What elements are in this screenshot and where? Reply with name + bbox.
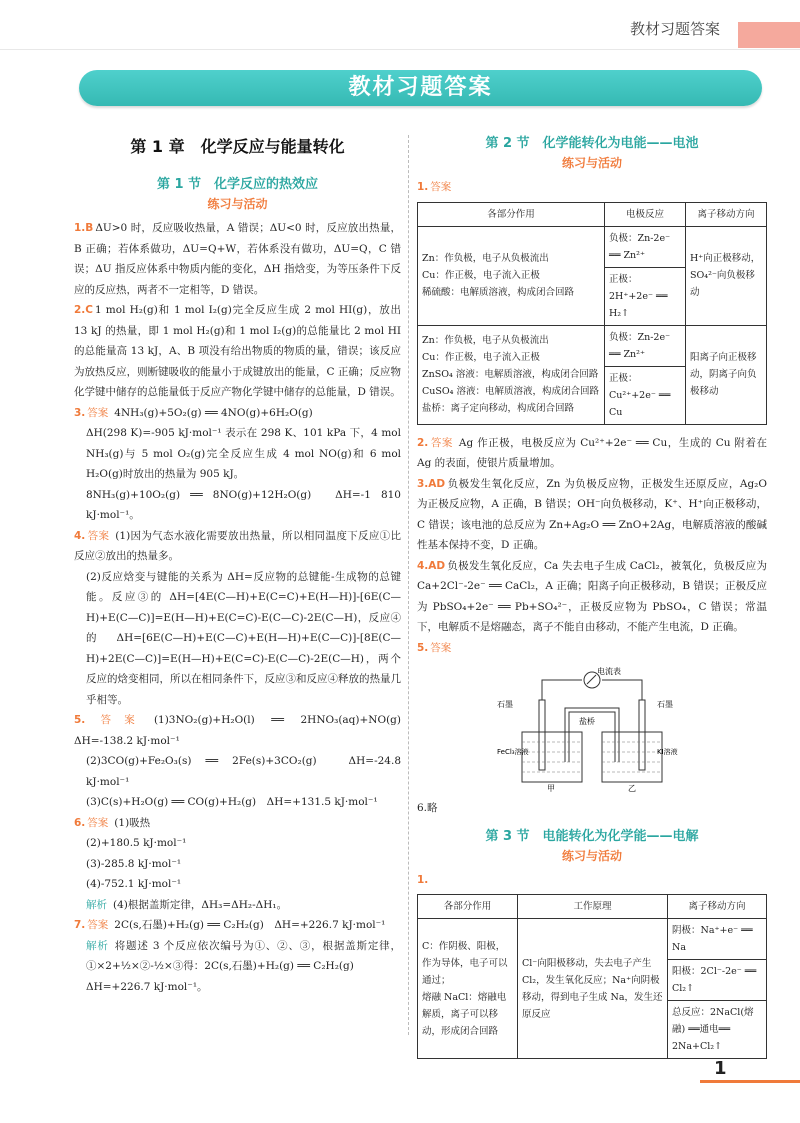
answer-6 bbox=[74, 813, 401, 834]
answer-6b: (2)+180.5 kJ·mol⁻¹ bbox=[86, 837, 187, 849]
table-cell: 阴极：Na⁺+e⁻ ══ Na bbox=[668, 919, 767, 960]
answer-text: Ag 作正极，电极反应为 Cu²⁺+2e⁻ ══ Cu，生成的 Cu 附着在 Ag 的表面，使银片质量增加。 bbox=[417, 436, 767, 469]
table-cell: 阳极：2Cl⁻-2e⁻ ══ Cl₂↑ bbox=[668, 960, 767, 1001]
section-1-subtitle: 练习与活动 bbox=[207, 197, 268, 211]
answer-text: 1 mol H₂(g)和 1 mol I₂(g)完全反应生成 2 mol HI(g)，放出 13 kJ 的热量，即 1 mol H₂(g)和 1 mol I₂(g)的总能量比 2 mol HI 的总能量高 13 kJ，A、B 项没有给出物质的物质的量，错误；该反应为放热反应，则断键吸收的能量小于成键放出的能量，C 正确；反应物化学键中储存的总能量低于反应产物化学键中储存的总能量，D 错误。 bbox=[74, 304, 401, 398]
section-3-title: 第 3 节 电能转化为化学能——电解 bbox=[485, 828, 699, 844]
answer-r5 bbox=[417, 638, 767, 659]
ammeter-label: 电流表 bbox=[597, 667, 621, 676]
header-tab-decoration bbox=[738, 22, 800, 48]
chapter-title: 第 1 章 化学反应与能量转化 bbox=[130, 137, 345, 156]
graphite-label-left: 石墨 bbox=[497, 700, 513, 709]
table-cell: 负极：Zn-2e⁻ ══ Zn²⁺ bbox=[605, 226, 686, 267]
answer-4 bbox=[74, 526, 401, 567]
answer-r2 bbox=[417, 433, 767, 474]
answer-5 bbox=[74, 710, 412, 751]
left-column bbox=[74, 130, 412, 997]
answer-label: 答案 bbox=[87, 919, 109, 931]
answer-text: 负极发生氧化反应，Ca 失去电子生成 CaCl₂，被氧化，负极反应为 Ca+2Cl⁻-2e⁻ ══ CaCl₂，A 正确；阳离子向正极移动，B 错误；正极反应为 PbSO₄+2e⁻ ══ Pb+SO₄²⁻，正极反应物为 PbSO₄，C 错误；常温下，电解质不是熔融态，离子不能自由移动，不能产生电流，D 正确。 bbox=[417, 559, 767, 633]
section-1-title: 第 1 节 化学反应的热效应 bbox=[156, 177, 319, 192]
answer-text: 2C(s,石墨)+H₂(g) ══ C₂H₂(g) ΔH=+226.7 kJ·mol⁻¹ bbox=[114, 919, 386, 931]
q-number: 6. bbox=[74, 816, 86, 829]
table-header-cell: 离子移动方向 bbox=[686, 202, 767, 226]
q-number: 4.AD bbox=[417, 559, 446, 572]
graphite-label-right: 石墨 bbox=[657, 700, 673, 709]
answer-text: (1)因为气态水液化需要放出热量，所以相同温度下反应①比反应②放出的热量多。 bbox=[74, 529, 401, 562]
top-bar bbox=[0, 0, 800, 50]
q-number: 5. bbox=[74, 714, 86, 726]
table-cell: H⁺向正极移动，SO₄²⁻向负极移动 bbox=[686, 226, 767, 325]
q-number: 1.B bbox=[74, 222, 94, 234]
answer-3 bbox=[74, 403, 401, 424]
salt-bridge-label: 盐桥 bbox=[579, 717, 595, 726]
table-cell: Zn：作负极，电子从负极流出 Cu：作正极，电子流入正极 ZnSO₄ 溶液：电解质溶液，构成闭合回路 CuSO₄ 溶液：电解质溶液，构成闭合回路 盐桥：离子定向移动，构成闭合回路 bbox=[418, 325, 605, 424]
right-column bbox=[417, 130, 767, 1067]
table-cell: 正极：Cu²⁺+2e⁻ ══ Cu bbox=[605, 366, 686, 424]
answer-text: ΔU>0 时，反应吸收热量，A 错误；ΔU<0 时，反应放出热量，B 正确；若体系做功，ΔU=Q+W，若体系没有做功，ΔU=Q，C 错误；ΔU 指反应体系中物质内能的变化，ΔH 指焓变，为等压条件下反应的反应热，两者不一定相等，D 错误。 bbox=[74, 222, 401, 296]
q-number: 2.C bbox=[74, 304, 94, 316]
table-header-cell: 离子移动方向 bbox=[668, 895, 767, 919]
q-number: 1. bbox=[417, 873, 429, 886]
table-cell: C：作阴极、阳极，作为导体，电子可以通过； 熔融 NaCl：熔融电解质，离子可以移动，形成闭合回路 bbox=[418, 919, 518, 1059]
banner-title: 教材习题答案 bbox=[348, 75, 493, 100]
cell-svg bbox=[497, 662, 687, 792]
table-row bbox=[418, 325, 767, 366]
analysis-7 bbox=[74, 936, 401, 977]
answer-5b: (2)3CO(g)+Fe₂O₃(s) ══ 2Fe(s)+3CO₂(g) ΔH=-24.8 kJ·mol⁻¹ bbox=[86, 755, 401, 788]
section-3-subtitle: 练习与活动 bbox=[561, 848, 622, 863]
section-2-subtitle: 练习与活动 bbox=[561, 156, 622, 170]
analysis-7c: ΔH=+226.7 kJ·mol⁻¹。 bbox=[86, 980, 208, 993]
title-banner bbox=[79, 70, 762, 106]
answer-r3 bbox=[417, 474, 767, 556]
analysis-6 bbox=[74, 895, 401, 916]
answer-r6: 6.略 bbox=[417, 802, 438, 814]
answer-1 bbox=[74, 218, 401, 300]
table-cell: 总反应：2NaCl(熔融) ══通电══ 2Na+Cl₂↑ bbox=[668, 1001, 767, 1059]
table-cell: 负极：Zn-2e⁻ ══ Zn²⁺ bbox=[605, 325, 686, 366]
answer-r1 bbox=[417, 177, 767, 198]
answer-label: 答案 bbox=[87, 816, 109, 829]
graphite-electrode-left bbox=[539, 700, 545, 770]
beaker-left bbox=[522, 732, 582, 782]
table-cell: 正极：2H⁺+2e⁻ ══ H₂↑ bbox=[605, 267, 686, 325]
q-number: 1. bbox=[417, 181, 429, 193]
answer-s3-1 bbox=[417, 870, 767, 891]
answer-label: 答案 bbox=[430, 181, 452, 193]
battery-table bbox=[417, 202, 767, 425]
answer-6c: (3)-285.8 kJ·mol⁻¹ bbox=[86, 857, 182, 870]
answer-5c: (3)C(s)+H₂O(g) ══ CO(g)+H₂(g) ΔH=+131.5 kJ·mol⁻¹ bbox=[86, 796, 378, 808]
section-2-title: 第 2 节 化学能转化为电能——电池 bbox=[485, 136, 699, 151]
q-number: 5. bbox=[417, 641, 429, 654]
column-divider bbox=[408, 135, 409, 1035]
table-row bbox=[418, 226, 767, 267]
header-rule bbox=[0, 49, 800, 50]
answer-text: (1)3NO₂(g)+H₂O(l) ══ 2HNO₃(aq)+NO(g) ΔH=-138.2 kJ·mol⁻¹ bbox=[74, 714, 412, 747]
answer-6d: (4)-752.1 kJ·mol⁻¹ bbox=[86, 878, 182, 890]
q-number: 3.AD bbox=[417, 477, 446, 490]
analysis-text: (4)根据盖斯定律，ΔH₃=ΔH₂-ΔH₁。 bbox=[113, 898, 288, 911]
beaker-right bbox=[602, 732, 662, 782]
page-number-underline bbox=[700, 1080, 800, 1083]
table-header-cell: 各部分作用 bbox=[418, 895, 518, 919]
answer-label: 答案 bbox=[87, 529, 110, 542]
analysis-text: 将题述 3 个反应依次编号为①、②、③，根据盖斯定律，①×2+½×②-½×③得：2C(s,石墨)+H₂(g) ══ C₂H₂(g) bbox=[86, 939, 402, 972]
fecl3-label: FeCl₃溶液 bbox=[497, 748, 529, 756]
galvanic-cell-diagram bbox=[497, 662, 687, 792]
answer-2 bbox=[74, 300, 401, 403]
table-header-row bbox=[418, 202, 767, 226]
beaker-label-jia: 甲 bbox=[547, 784, 555, 792]
table-cell: Zn：作负极，电子从负极流出 Cu：作正极，电子流入正极 稀硫酸：电解质溶液，构成闭合回路 bbox=[418, 226, 605, 325]
graphite-electrode-right bbox=[639, 700, 645, 770]
answer-4b: (2)反应焓变与键能的关系为 ΔH=反应物的总键能-生成物的总键能。反应③的 ΔH=[4E(C—H)+E(C=C)+E(H—H)]-[6E(C—H)+E(C—C)]=E(H—H)+E(C=C)-E(C—C)-2E(C—H)，反应④的 ΔH=[6E(C—H)+E(C—C)+E(H—H)+E(C—C)]-[8E(C—H)+2E(C—C)]=E(H—H)+E(C=C)-E(C—C)-2E(C—H)，两个反应的焓变相同，所以在相同条件下，反应③和反应④释放的热量几乎相等。 bbox=[86, 570, 401, 706]
answer-3b: ΔH(298 K)=-905 kJ·mol⁻¹ 表示在 298 K、101 kPa 下，4 mol NH₃(g)与 5 mol O₂(g)完全反应生成 4 mol NO(g)和 6 mol H₂O(g)时放出的热量为 905 kJ。 bbox=[86, 427, 401, 480]
table-header-cell: 电极反应 bbox=[605, 202, 686, 226]
table-header-cell: 各部分作用 bbox=[418, 202, 605, 226]
table-cell: 阳离子向正极移动，阴离子向负极移动 bbox=[686, 325, 767, 424]
answer-r4 bbox=[417, 556, 767, 638]
analysis-label: 解析 bbox=[86, 898, 107, 911]
table-cell: Cl⁻向阳极移动，失去电子产生 Cl₂，发生氧化反应；Na⁺向阴极移动，得到电子生成 Na，发生还原反应 bbox=[518, 919, 668, 1059]
answer-label: 答案 bbox=[87, 714, 148, 726]
page-number: 1 bbox=[714, 1058, 727, 1079]
table-row bbox=[418, 919, 767, 960]
beaker-label-yi: 乙 bbox=[628, 784, 636, 792]
table-header-cell: 工作原理 bbox=[518, 895, 668, 919]
ki-label: KI溶液 bbox=[657, 748, 678, 756]
q-number: 4. bbox=[74, 529, 86, 542]
answer-text: 4NH₃(g)+5O₂(g) ══ 4NO(g)+6H₂O(g) bbox=[114, 406, 313, 419]
electrolysis-table bbox=[417, 894, 767, 1059]
q-number: 2. bbox=[417, 436, 429, 449]
table-header-row bbox=[418, 895, 767, 919]
answer-7 bbox=[74, 915, 401, 936]
header-title: 教材习题答案 bbox=[629, 20, 720, 38]
answer-text: 负极发生氧化反应，Zn 为负极反应物，正极发生还原反应，Ag₂O 为正极反应物，A 正确，B 错误；OH⁻向负极移动，K⁺、H⁺向正极移动，C 错误；该电池的总反应为 Zn+Ag₂O ══ ZnO+2Ag，电解质溶液的酸碱性基本保持不变，D 正确。 bbox=[417, 477, 767, 551]
answer-3c: 8NH₃(g)+10O₂(g) ══ 8NO(g)+12H₂O(g) ΔH=-1 810 kJ·mol⁻¹。 bbox=[86, 488, 401, 521]
q-number: 7. bbox=[74, 919, 86, 931]
answer-label: 答案 bbox=[430, 436, 453, 449]
analysis-label: 解析 bbox=[86, 939, 109, 952]
answer-label: 答案 bbox=[87, 406, 109, 419]
answer-text: (1)吸热 bbox=[114, 816, 151, 829]
q-number: 3. bbox=[74, 406, 86, 419]
answer-label: 答案 bbox=[430, 641, 452, 654]
